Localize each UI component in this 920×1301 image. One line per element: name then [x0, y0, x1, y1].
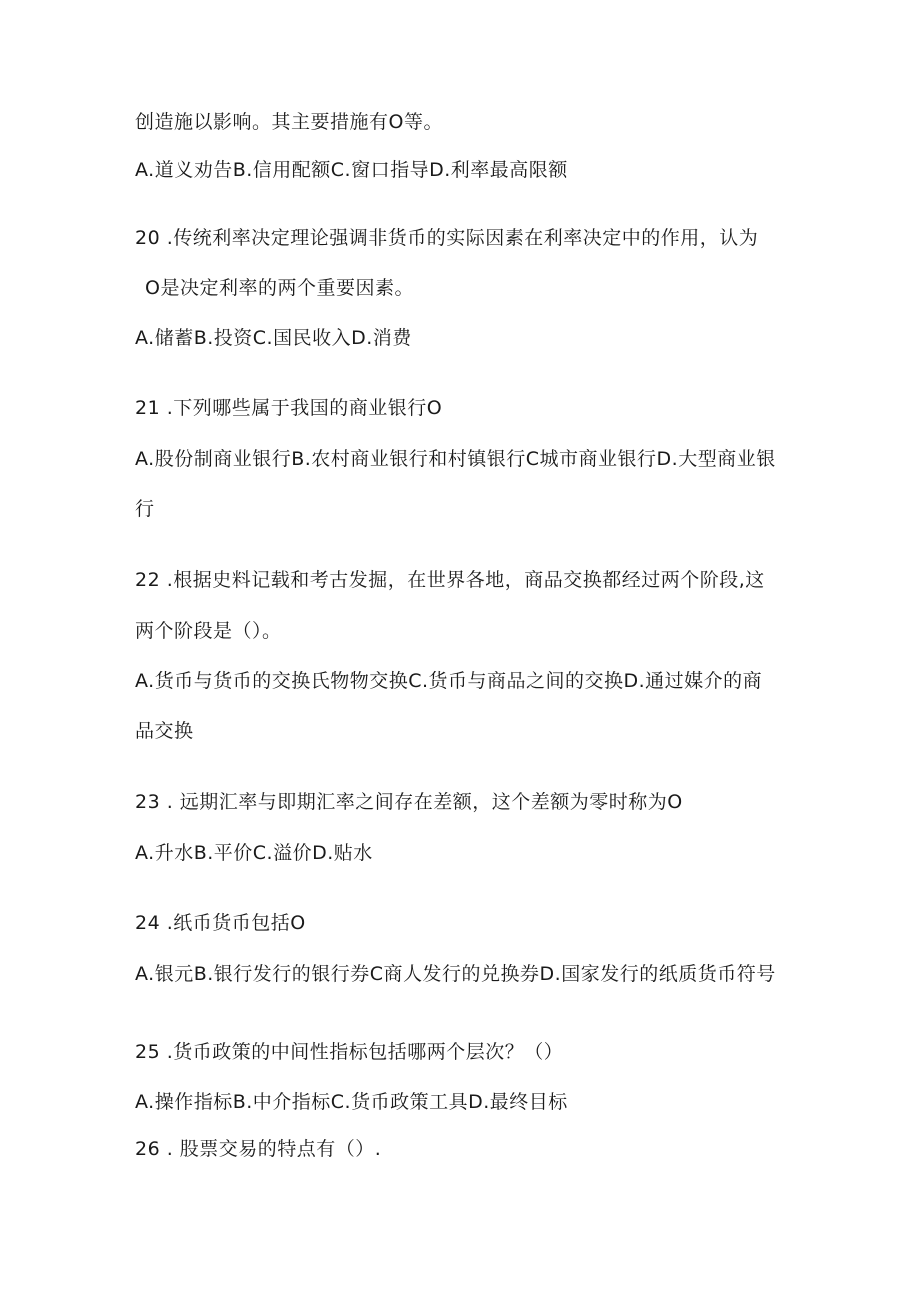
question-22-options: A.货币与货币的交换氏物物交换C.货币与商品之间的交换D.通过媒介的商: [135, 670, 763, 692]
question-22-text: 22 .根据史料记载和考古发掘，在世界各地，商品交换都经过两个阶段,这: [135, 569, 765, 591]
question-21-text: 21 .下列哪些属于我国的商业银行O: [135, 397, 443, 419]
question-21-options-cont: 行: [135, 498, 155, 520]
question-24-options: A.银元B.银行发行的银行券C商人发行的兑换券D.国家发行的纸质货币符号: [135, 963, 776, 985]
question-19-options: A.道义劝告B.信用配额C.窗口指导D.利率最高限额: [135, 159, 568, 181]
question-25-text: 25 .货币政策的中间性指标包括哪两个层次？（）: [135, 1041, 564, 1063]
question-21-options: A.股份制商业银行B.农村商业银行和村镇银行C城市商业银行D.大型商业银: [135, 448, 776, 470]
question-23-options: A.升水B.平价C.溢价D.贴水: [135, 842, 373, 864]
question-22-text-cont: 两个阶段是（）。: [135, 620, 282, 642]
question-24-text: 24 .纸币货币包括O: [135, 912, 306, 934]
question-20-options: A.储蓄B.投资C.国民收入D.消费: [135, 327, 412, 349]
question-19-continuation: 创造施以影响。其主要措施有O等。: [135, 111, 443, 133]
question-20-text: 20 .传统利率决定理论强调非货币的实际因素在利率决定中的作用，认为: [135, 227, 759, 249]
question-26-text: 26 . 股票交易的特点有（）.: [135, 1138, 382, 1160]
question-20-text-cont: O是决定利率的两个重要因素。: [145, 277, 414, 299]
question-22-options-cont: 品交换: [135, 720, 194, 742]
question-25-options: A.操作指标B.中介指标C.货币政策工具D.最终目标: [135, 1091, 568, 1113]
question-23-text: 23 . 远期汇率与即期汇率之间存在差额，这个差额为零时称为O: [135, 791, 683, 813]
